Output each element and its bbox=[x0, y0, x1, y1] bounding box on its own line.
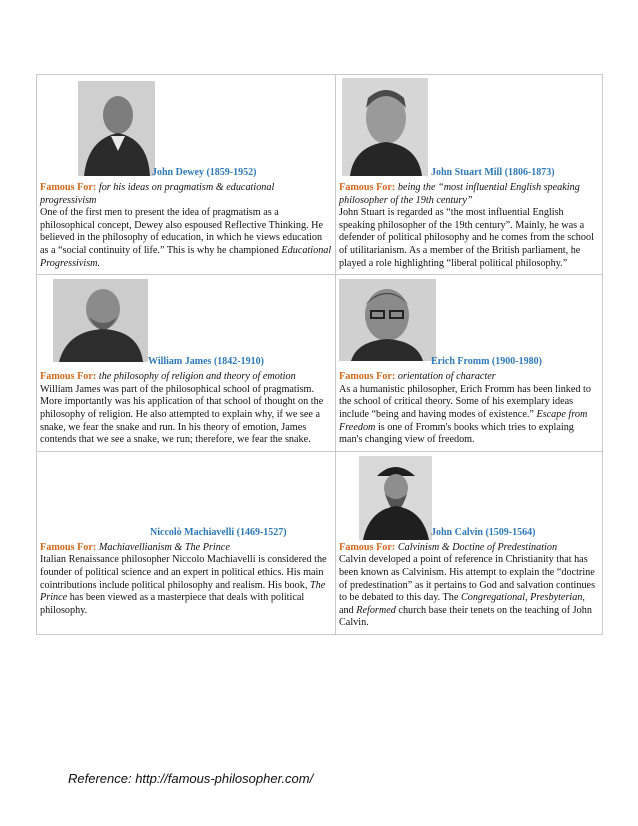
description: Italian Renaissance philosopher Niccolo Machiavelli is considered the founder of political science and an expert in political ethics. His main cointributions include political philosophy and realism. His book, The Prince has been viewed as a masterpiece that deals with political philosophy. bbox=[40, 554, 327, 616]
philosopher-name: John Stuart Mill (1806-1873) bbox=[431, 167, 555, 178]
entry-fromm bbox=[336, 275, 603, 452]
philosopher-name: William James (1842-1910) bbox=[148, 356, 264, 368]
famous-for-text: being the “most influential English speaking philosopher of the 19th century” bbox=[339, 182, 580, 206]
description: Calvin developed a point of reference in Christianity that has been known as Calvinism. His attempt to explain the “doctrine of predestination” as it pertains to God and salvation continues to be debated to this day. The Congregational, Presbyterian, and Reformed church base their tenets on the teaching of John Calvin. bbox=[339, 554, 596, 629]
entry-machiavelli bbox=[37, 451, 336, 634]
famous-for-label: Famous For: bbox=[40, 371, 97, 383]
famous-for-text: for his ideas on pragmatism & educational progressivism bbox=[40, 182, 275, 206]
famous-for-label: Famous For: bbox=[339, 182, 396, 193]
entry-mill bbox=[336, 75, 603, 275]
entry-calvin bbox=[336, 451, 603, 634]
table-row bbox=[37, 451, 603, 634]
portrait-john-calvin bbox=[359, 456, 432, 540]
portrait-william-james bbox=[53, 279, 148, 362]
description: As a humanistic philosopher, Erich Fromm has been linked to the school of critical theory. Some of his exemplary ideas include “being and having modes of existence.” Escape from Freedom is one of Fromm's books which tries to explaing man's changing view of freedom. bbox=[339, 383, 591, 446]
portrait-john-stuart-mill bbox=[342, 78, 428, 176]
entry-dewey bbox=[37, 75, 336, 275]
description: One of the first men to present the idea of pragmatism as a philosophical concept, Dewey also espoused Reflective Thinking. He believed in the philosophy of education, in which he views education as a “social continuity of life.” This is why he championed Educational Progressivism. bbox=[40, 207, 332, 269]
famous-for-label: Famous For: bbox=[339, 541, 396, 553]
famous-for-label: Famous For: bbox=[40, 182, 97, 193]
entry-james bbox=[37, 275, 336, 452]
famous-for-text: Calvinism & Doctine of Predestination bbox=[397, 541, 558, 553]
philosopher-name: Erich Fromm (1900-1980) bbox=[431, 356, 542, 368]
portrait-erich-fromm bbox=[339, 279, 436, 361]
famous-for-label: Famous For: bbox=[339, 371, 396, 383]
famous-for-text: orientation of character bbox=[397, 371, 496, 383]
philosopher-name: John Dewey (1859-1952) bbox=[152, 167, 257, 178]
table-row bbox=[37, 75, 603, 275]
famous-for-label: Famous For: bbox=[40, 541, 97, 553]
philosopher-name: Niccolò Machiavelli (1469-1527) bbox=[150, 526, 287, 538]
description: John Stuart is regarded as “the most influential English speaking philosopher of the 19th century”. Mainly, he was a defender of political philosophy and he comes from the school of utilitarianism. As a member of the British parliament, he played a role highlighting “liberal political philosophy.” bbox=[339, 207, 594, 269]
famous-for-text: the philosophy of religion and theory of emotion bbox=[98, 371, 296, 383]
portrait-john-dewey bbox=[78, 81, 155, 176]
reference-link[interactable]: Reference: http://famous-philosopher.com/ bbox=[68, 771, 314, 786]
philosopher-table bbox=[36, 74, 603, 635]
table-row bbox=[37, 275, 603, 452]
philosopher-name: John Calvin (1509-1564) bbox=[431, 526, 536, 538]
famous-for-text: Machiavellianism & The Prince bbox=[98, 541, 230, 553]
description: William James was part of the philosophical school of pragmatism. More importantly was his application of that school of thought on the philosophy of religion. He also attempted to explain why, if we see a snake, we fear the snake and run. In his theory of emotion, James contends that we see a snake, we run; therefore, we fear the snake. bbox=[40, 383, 324, 446]
